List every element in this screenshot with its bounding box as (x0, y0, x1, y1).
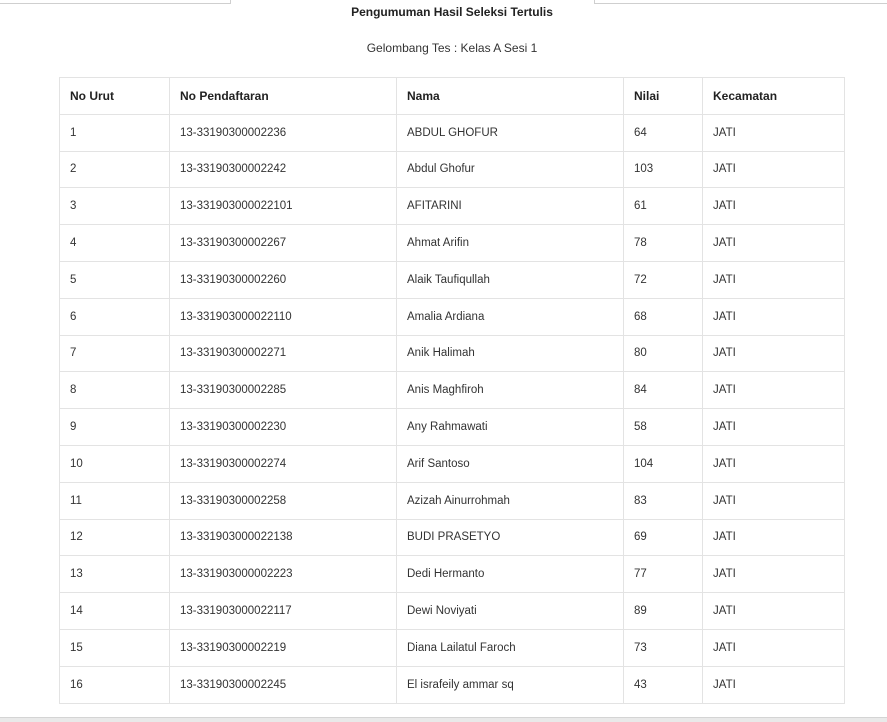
cell-nilai: 83 (624, 482, 703, 519)
cell-no-pendaftaran: 13-33190300002242 (170, 151, 397, 188)
cell-kecamatan: JATI (703, 225, 845, 262)
cell-no-pendaftaran: 13-33190300002236 (170, 114, 397, 151)
cell-no-pendaftaran: 13-33190300002271 (170, 335, 397, 372)
cell-nama: Abdul Ghofur (397, 151, 624, 188)
cell-kecamatan: JATI (703, 629, 845, 666)
cell-nama: Amalia Ardiana (397, 298, 624, 335)
cell-no-urut: 15 (60, 629, 170, 666)
cell-no-urut: 13 (60, 556, 170, 593)
table-row (60, 261, 845, 298)
cell-no-pendaftaran: 13-33190300002230 (170, 409, 397, 446)
cell-no-pendaftaran: 13-33190300002219 (170, 629, 397, 666)
cell-nama: Alaik Taufiqullah (397, 261, 624, 298)
page-title: Pengumuman Hasil Seleksi Tertulis (351, 5, 553, 19)
cell-no-pendaftaran: 13-331903000022110 (170, 298, 397, 335)
table-row (60, 372, 845, 409)
cell-no-urut: 4 (60, 225, 170, 262)
cell-nama: Anis Maghfiroh (397, 372, 624, 409)
cell-nama: Arif Santoso (397, 445, 624, 482)
cell-no-pendaftaran: 13-331903000022117 (170, 593, 397, 630)
cell-no-pendaftaran: 13-33190300002267 (170, 225, 397, 262)
cell-no-pendaftaran: 13-33190300002258 (170, 482, 397, 519)
cell-nama: Anik Halimah (397, 335, 624, 372)
cell-no-pendaftaran: 13-33190300002285 (170, 372, 397, 409)
cell-nama: Dewi Noviyati (397, 593, 624, 630)
table-row (60, 298, 845, 335)
cell-kecamatan: JATI (703, 298, 845, 335)
header-nilai: Nilai (624, 78, 703, 115)
cell-nilai: 58 (624, 409, 703, 446)
cell-no-urut: 10 (60, 445, 170, 482)
cell-kecamatan: JATI (703, 666, 845, 703)
cell-nama: ABDUL GHOFUR (397, 114, 624, 151)
cell-no-urut: 2 (60, 151, 170, 188)
cell-kecamatan: JATI (703, 593, 845, 630)
table-body (60, 114, 845, 703)
cell-no-urut: 7 (60, 335, 170, 372)
cell-nilai: 89 (624, 593, 703, 630)
table-row (60, 629, 845, 666)
table-row (60, 556, 845, 593)
cell-nilai: 72 (624, 261, 703, 298)
header-no-urut: No Urut (60, 78, 170, 115)
table-row (60, 409, 845, 446)
table-row (60, 225, 845, 262)
cell-no-urut: 3 (60, 188, 170, 225)
top-tab-left (0, 0, 231, 4)
cell-no-pendaftaran: 13-33190300002245 (170, 666, 397, 703)
cell-no-urut: 1 (60, 114, 170, 151)
cell-nilai: 69 (624, 519, 703, 556)
header-no-pendaftaran: No Pendaftaran (170, 78, 397, 115)
cell-kecamatan: JATI (703, 372, 845, 409)
table-row (60, 114, 845, 151)
cell-nama: Any Rahmawati (397, 409, 624, 446)
cell-no-urut: 8 (60, 372, 170, 409)
table-row (60, 482, 845, 519)
cell-no-pendaftaran: 13-33190300002274 (170, 445, 397, 482)
cell-no-urut: 11 (60, 482, 170, 519)
top-tab-right (594, 0, 887, 4)
table-row (60, 188, 845, 225)
cell-no-pendaftaran: 13-331903000002223 (170, 556, 397, 593)
cell-nama: Azizah Ainurrohmah (397, 482, 624, 519)
header-kecamatan: Kecamatan (703, 78, 845, 115)
cell-no-urut: 16 (60, 666, 170, 703)
cell-nilai: 43 (624, 666, 703, 703)
cell-no-pendaftaran: 13-331903000022138 (170, 519, 397, 556)
cell-kecamatan: JATI (703, 482, 845, 519)
cell-nama: AFITARINI (397, 188, 624, 225)
header-nama: Nama (397, 78, 624, 115)
table-header-row (60, 78, 845, 115)
cell-nilai: 103 (624, 151, 703, 188)
cell-nilai: 78 (624, 225, 703, 262)
cell-kecamatan: JATI (703, 445, 845, 482)
cell-no-urut: 6 (60, 298, 170, 335)
cell-kecamatan: JATI (703, 556, 845, 593)
table-row (60, 519, 845, 556)
cell-nilai: 80 (624, 335, 703, 372)
table-row (60, 151, 845, 188)
table-row (60, 593, 845, 630)
cell-nama: BUDI PRASETYO (397, 519, 624, 556)
cell-no-pendaftaran: 13-331903000022101 (170, 188, 397, 225)
cell-nilai: 61 (624, 188, 703, 225)
cell-no-pendaftaran: 13-33190300002260 (170, 261, 397, 298)
results-table (59, 77, 845, 704)
cell-kecamatan: JATI (703, 114, 845, 151)
table-row (60, 666, 845, 703)
cell-nama: El israfeily ammar sq (397, 666, 624, 703)
cell-nama: Dedi Hermanto (397, 556, 624, 593)
cell-nilai: 68 (624, 298, 703, 335)
cell-kecamatan: JATI (703, 151, 845, 188)
cell-kecamatan: JATI (703, 188, 845, 225)
table-row (60, 335, 845, 372)
cell-kecamatan: JATI (703, 335, 845, 372)
cell-nilai: 64 (624, 114, 703, 151)
cell-no-urut: 14 (60, 593, 170, 630)
cell-no-urut: 9 (60, 409, 170, 446)
cell-no-urut: 12 (60, 519, 170, 556)
cell-nama: Ahmat Arifin (397, 225, 624, 262)
cell-nilai: 77 (624, 556, 703, 593)
cell-kecamatan: JATI (703, 409, 845, 446)
window-bottom-edge (0, 717, 887, 722)
cell-nama: Diana Lailatul Faroch (397, 629, 624, 666)
page-subtitle: Gelombang Tes : Kelas A Sesi 1 (366, 41, 538, 55)
table-row (60, 445, 845, 482)
cell-nilai: 84 (624, 372, 703, 409)
cell-kecamatan: JATI (703, 261, 845, 298)
cell-nilai: 104 (624, 445, 703, 482)
cell-nilai: 73 (624, 629, 703, 666)
cell-kecamatan: JATI (703, 519, 845, 556)
cell-no-urut: 5 (60, 261, 170, 298)
